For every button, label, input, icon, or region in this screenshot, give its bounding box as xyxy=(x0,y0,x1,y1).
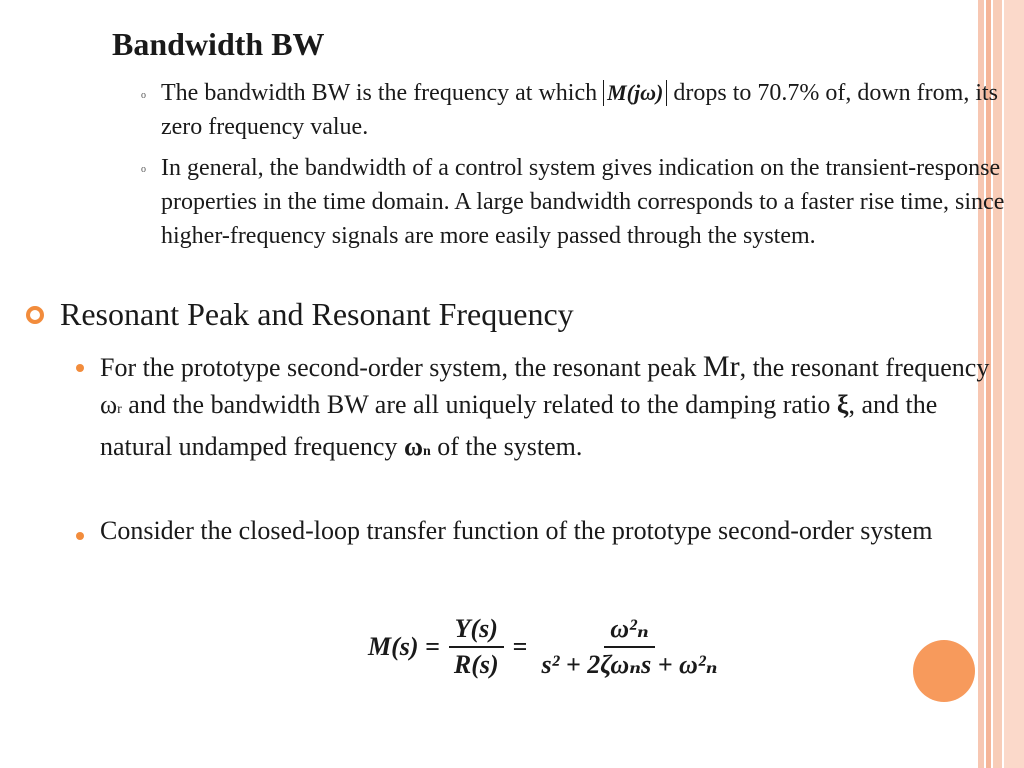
circle-bullet-icon: o xyxy=(141,164,146,175)
fraction-y-r xyxy=(448,614,505,680)
transfer-function-formula xyxy=(368,612,732,682)
point-text: and the bandwidth BW are all uniquely related to the damping ratio xyxy=(128,390,831,419)
mr-symbol: Mr xyxy=(702,350,740,383)
point-text: , and the natural undamped frequency xyxy=(100,390,938,461)
xi-symbol: ξ xyxy=(836,390,849,419)
denominator: R(s) xyxy=(453,650,499,679)
prototype-point xyxy=(100,348,1015,470)
omega-r-symbol: ω xyxy=(100,390,118,419)
point-text: drops to 70.7% of, down from, its zero frequency value. xyxy=(161,80,999,140)
subscript: r xyxy=(117,402,122,417)
dot-bullet-icon xyxy=(76,532,84,540)
consider-point: Consider the closed-loop transfer function of the prototype second-order system xyxy=(100,516,933,545)
fraction-omega xyxy=(535,614,723,680)
point-text: , the resonant frequency xyxy=(739,353,990,382)
bandwidth-point-1 xyxy=(161,76,1011,144)
subscript: n xyxy=(422,444,431,459)
equals-sign: = xyxy=(512,632,528,661)
formula-lhs: M(s) = xyxy=(368,632,440,661)
circle-bullet-icon: o xyxy=(141,90,146,101)
dot-bullet-icon xyxy=(76,364,84,372)
section-title: Bandwidth BW xyxy=(112,26,325,62)
bandwidth-point-2: In general, the bandwidth of a control system gives indication on the transient-response properties in the time domain. A large bandwidth corresponds to a faster rise time, since higher-frequency signals are more easily passed through the system. xyxy=(161,155,1005,249)
ring-bullet-icon xyxy=(26,306,44,324)
heading-resonant: Resonant Peak and Resonant Frequency xyxy=(60,296,574,332)
numerator: ω²ₙ xyxy=(604,614,655,648)
denominator: s² + 2ζωₙs + ω²ₙ xyxy=(541,650,718,679)
numerator: Y(s) xyxy=(449,614,504,648)
point-text: The bandwidth BW is the frequency at which xyxy=(161,80,598,106)
point-text: For the prototype second-order system, the resonant peak xyxy=(100,353,697,382)
decorative-circle xyxy=(913,640,975,702)
omega-n-symbol: ω xyxy=(403,432,423,461)
point-text: of the system. xyxy=(437,432,583,461)
magnitude-symbol: M(jω) xyxy=(603,80,667,106)
